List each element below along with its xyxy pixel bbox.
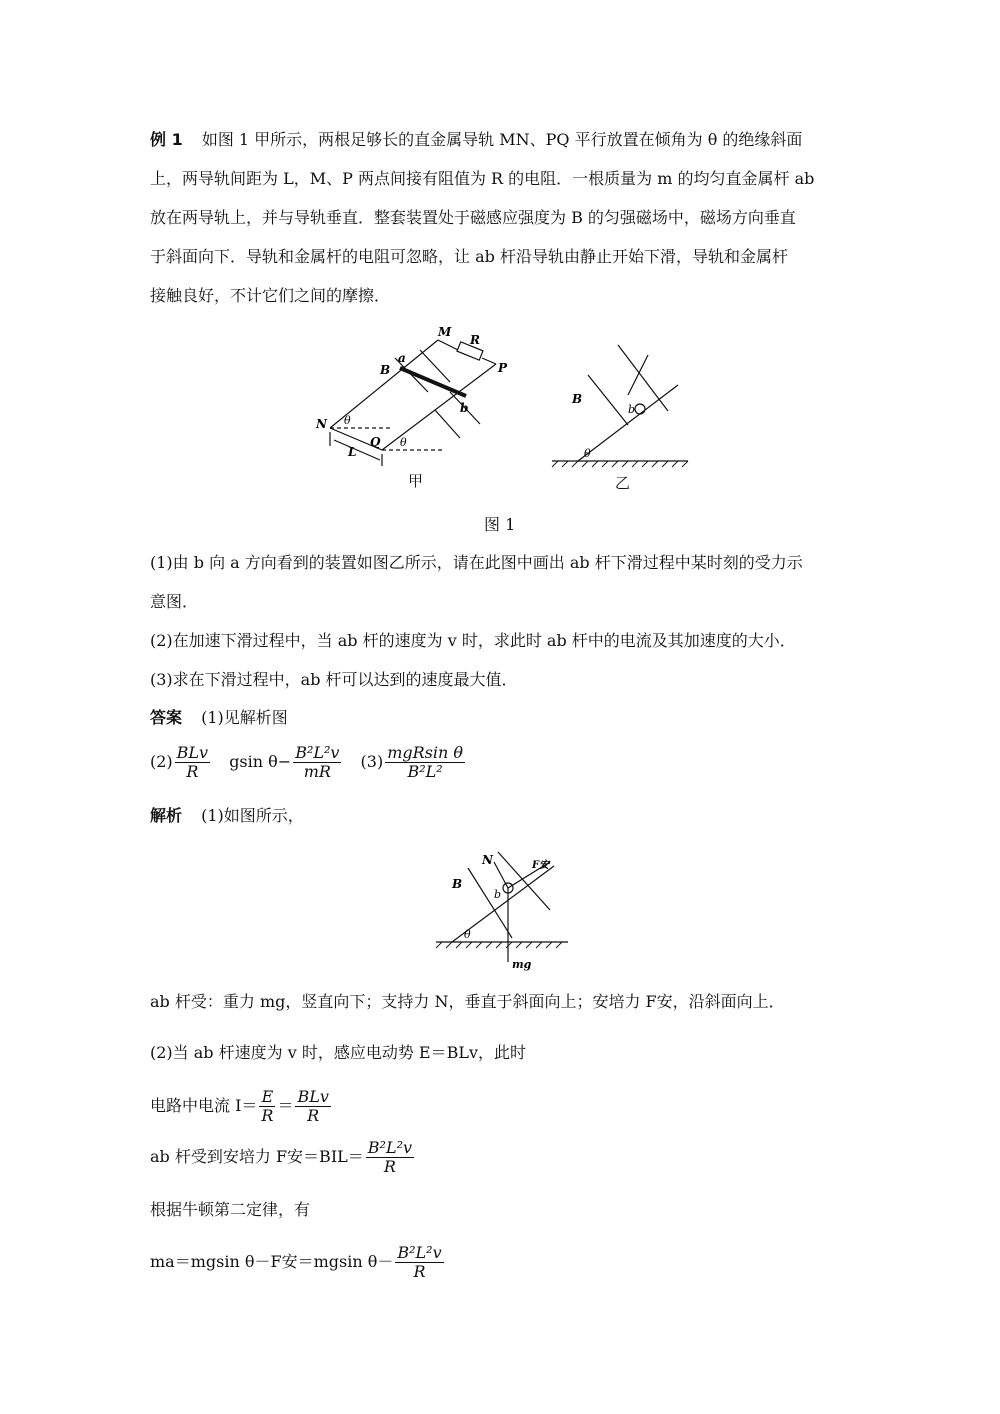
analysis-newton: 根据牛顿第二定律，有 [150,1200,311,1219]
label-p: P [498,361,508,375]
force-fraction [366,1139,414,1176]
analysis-label: 解析 [150,806,183,825]
current-fraction-2 [295,1088,330,1125]
ma-fraction [395,1244,443,1281]
analysis-forces: ab 杆受：重力 mg，竖直向下；支持力 N，垂直于斜面向上；安培力 F安，沿斜面向上． [150,992,785,1011]
force-f-den: R [383,1157,396,1176]
answer-2-fraction-1 [175,744,210,781]
label-b: b [460,401,469,415]
question-1-line-2: 意图． [150,592,199,611]
problem-line-5: 接触良好，不计它们之间的摩擦． [150,286,391,305]
question-2: (2)在加速下滑过程中，当 ab 杆的速度为 v 时，求此时 ab 杆中的电流及其加速度的大小． [150,631,796,650]
ma-prefix: ma＝mgsin θ－F安＝mgsin θ－ [150,1252,394,1271]
label-a: a [398,351,406,365]
label-b-yi: b [628,403,636,416]
force-f-num: B²L²v [367,1138,413,1157]
answer-2-mid: gsin θ− [229,752,292,771]
figure-yi-label: 乙 [615,474,631,492]
analysis-ma-equation [150,1242,446,1282]
analysis-line-1 [150,804,304,828]
problem-text-1: 如图 1 甲所示，两根足够长的直金属导轨 MN、PQ 平行放置在倾角为 θ 的绝缘斜面 [201,130,803,149]
label-field-b-yi: B [572,392,583,406]
analysis-label-b-field: B [452,877,463,891]
figure-jia [300,320,530,470]
figure-jia-label: 甲 [408,472,424,490]
analysis-label-theta: θ [464,928,471,941]
current-f2-num: BLv [297,1087,329,1106]
ma-f-num: B²L²v [397,1243,442,1262]
answer-2-f1-den: R [186,762,199,781]
field-arrow-a [588,375,628,425]
answer-3-den: B²L² [407,762,443,781]
current-fraction-1 [259,1088,275,1125]
force-prefix: ab 杆受到安培力 F安＝BIL＝ [150,1147,364,1166]
incline-line [578,385,678,461]
answer-2-f2-num: B²L²v [295,743,340,762]
analysis-current [150,1086,333,1126]
analysis-figure [432,848,572,973]
label-r: R [470,333,480,347]
wire-m [438,340,458,350]
label-l: L [348,445,357,459]
field-arrow-4 [435,410,460,438]
figure-caption: 图 1 [484,515,516,534]
question-1-line-1: (1)由 b 向 a 方向看到的装置如图乙所示，请在此图中画出 ab 杆下滑过程中某时刻的受力示 [150,553,803,572]
answer-3-num: mgRsin θ [387,743,464,762]
figure-yi [548,325,698,475]
answer-1: (1)见解析图 [201,708,288,727]
bar-b-cross-section [635,404,645,414]
label-theta-2: θ [400,436,407,449]
answer-3-prefix: (3) [360,752,384,771]
label-theta-yi: θ [584,447,591,460]
field-arrow-c [628,355,648,395]
answer-label: 答案 [150,708,183,727]
label-n: N [316,417,327,431]
problem-line-2: 上，两导轨间距为 L，M、P 两点间接有阻值为 R 的电阻．一根质量为 m 的均匀直金属杆 ab [150,169,815,188]
ma-f-den: R [413,1262,426,1281]
answer-3-fraction [385,744,465,781]
analysis-ampere-force [150,1137,416,1177]
analysis-intro: (1)如图所示， [201,806,304,825]
answer-2-f2-den: mR [303,762,331,781]
wire-p [482,358,496,364]
label-field-b: B [380,363,391,377]
answer-2-fraction-2 [293,744,341,781]
analysis-label-n: N [482,853,493,867]
analysis-label-f: F安 [532,860,550,871]
current-f1-den: R [261,1106,274,1125]
current-equals: ＝ [277,1096,294,1115]
bar-ab [400,368,466,396]
label-theta-1: θ [344,414,351,427]
field-arrow-b [618,345,668,411]
analysis-label-b: b [494,888,502,901]
label-m: M [438,325,452,339]
problem-line-1 [150,128,802,152]
label-q: Q [370,435,381,449]
question-3: (3)求在下滑过程中，ab 杆可以达到的速度最大值． [150,670,518,689]
example-label: 例 1 [150,130,183,149]
answer-2-prefix: (2) [150,752,173,771]
analysis-field-arrow-1 [468,868,512,938]
analysis-part-2: (2)当 ab 杆速度为 v 时，感应电动势 E＝BLv，此时 [150,1043,527,1062]
current-prefix: 电路中电流 I＝ [150,1096,258,1115]
answer-line-1 [150,706,288,730]
analysis-label-mg: mg [512,958,532,971]
current-f2-den: R [307,1106,320,1125]
answer-line-2 [150,742,467,782]
problem-line-4: 于斜面向下．导轨和金属杆的电阻可忽略，让 ab 杆沿导轨由静止开始下滑，导轨和金属杆 [150,247,788,266]
problem-line-3: 放在两导轨上，并与导轨垂直．整套装置处于磁感应强度为 B 的匀强磁场中，磁场方向垂直 [150,208,796,227]
current-f1-num: E [259,1088,275,1107]
answer-2-f1-num: BLv [176,743,209,762]
